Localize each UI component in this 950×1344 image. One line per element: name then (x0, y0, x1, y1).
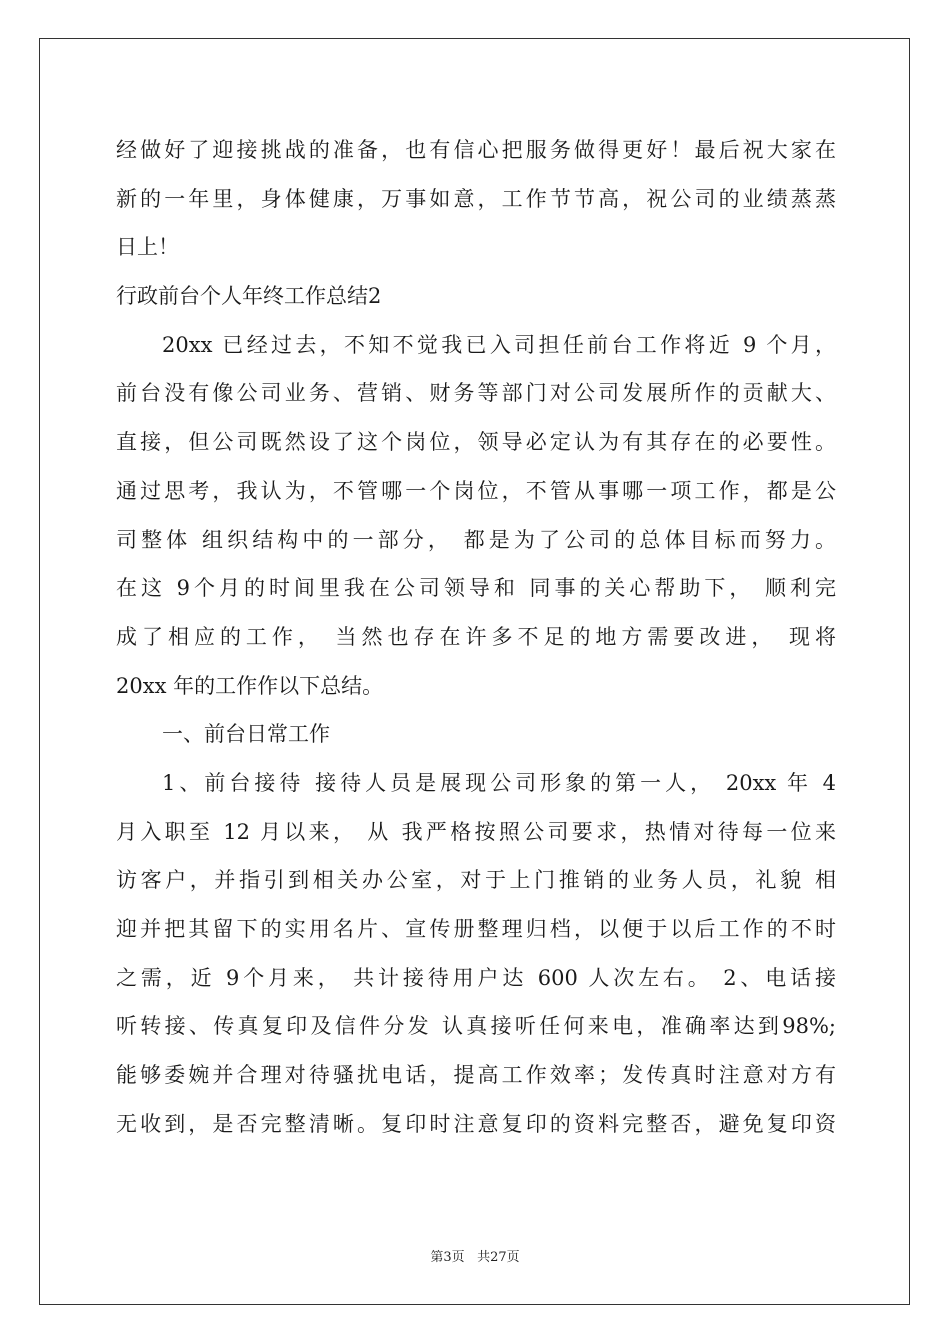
text-line: 成了相应的工作， 当然也存在许多不足的地方需要改进， 现将 (116, 624, 836, 649)
text-line: 在这 9个月的时间里我在公司领导和 同事的关心帮助下， 顺利完 (116, 576, 836, 601)
text-line: 迎并把其留下的实用名片、宣传册整理归档，以便于以后工作的不时 (116, 917, 836, 941)
text-line: 日上！ (116, 235, 179, 260)
text-line: 之需，近 9个月来， 共计接待用户达 600 人次左右。 2、电话接 (116, 965, 836, 990)
text-line: 通过思考，我认为，不管哪一个岗位，不管从事哪一项工作，都是公 (116, 478, 836, 503)
text-line: 经做好了迎接挑战的准备，也有信心把服务做得更好！最后祝大家在 (116, 138, 836, 162)
total-pages-label: 共27页 (477, 1250, 520, 1265)
text-line: 1、前台接待 接待人员是展现公司形象的第一人， 20xx 年 4 (162, 770, 836, 795)
text-line: 行政前台个人年终工作总结2 (116, 284, 382, 309)
text-line: 20xx 年的工作作以下总结。 (116, 673, 384, 698)
text-line: 月入职至 12 月以来， 从 我严格按照公司要求，热情对待每一位来 (116, 819, 836, 844)
text-line: 前台没有像公司业务、营销、财务等部门对公司发展所作的贡献大、 (116, 381, 836, 406)
page-footer (0, 1246, 950, 1265)
current-page-label: 第3页 (430, 1250, 465, 1265)
text-line: 20xx 已经过去，不知不觉我已入司担任前台工作将近 9 个月， (162, 332, 836, 357)
text-line: 无收到，是否完整清晰。复印时注意复印的资料完整否，避免复印资 (116, 1111, 836, 1136)
text-line: 听转接、传真复印及信件分发 认真接听任何来电，准确率达到98%; (116, 1014, 836, 1039)
text-line: 司整体 组织结构中的一部分， 都是为了公司的总体目标而努力。 (116, 527, 836, 552)
text-line: 能够委婉并合理对待骚扰电话，提高工作效率；发传真时注意对方有 (116, 1063, 836, 1088)
text-line: 访客户，并指引到相关办公室，对于上门推销的业务人员，礼貌 相 (116, 868, 836, 893)
document-body (116, 126, 836, 1148)
text-line: 直接，但公司既然设了这个岗位，领导必定认为有其存在的必要性。 (116, 430, 836, 455)
text-line: 一、前台日常工作 (162, 722, 330, 747)
text-line: 新的一年里，身体健康，万事如意，工作节节高，祝公司的业绩蒸蒸 (116, 186, 836, 211)
